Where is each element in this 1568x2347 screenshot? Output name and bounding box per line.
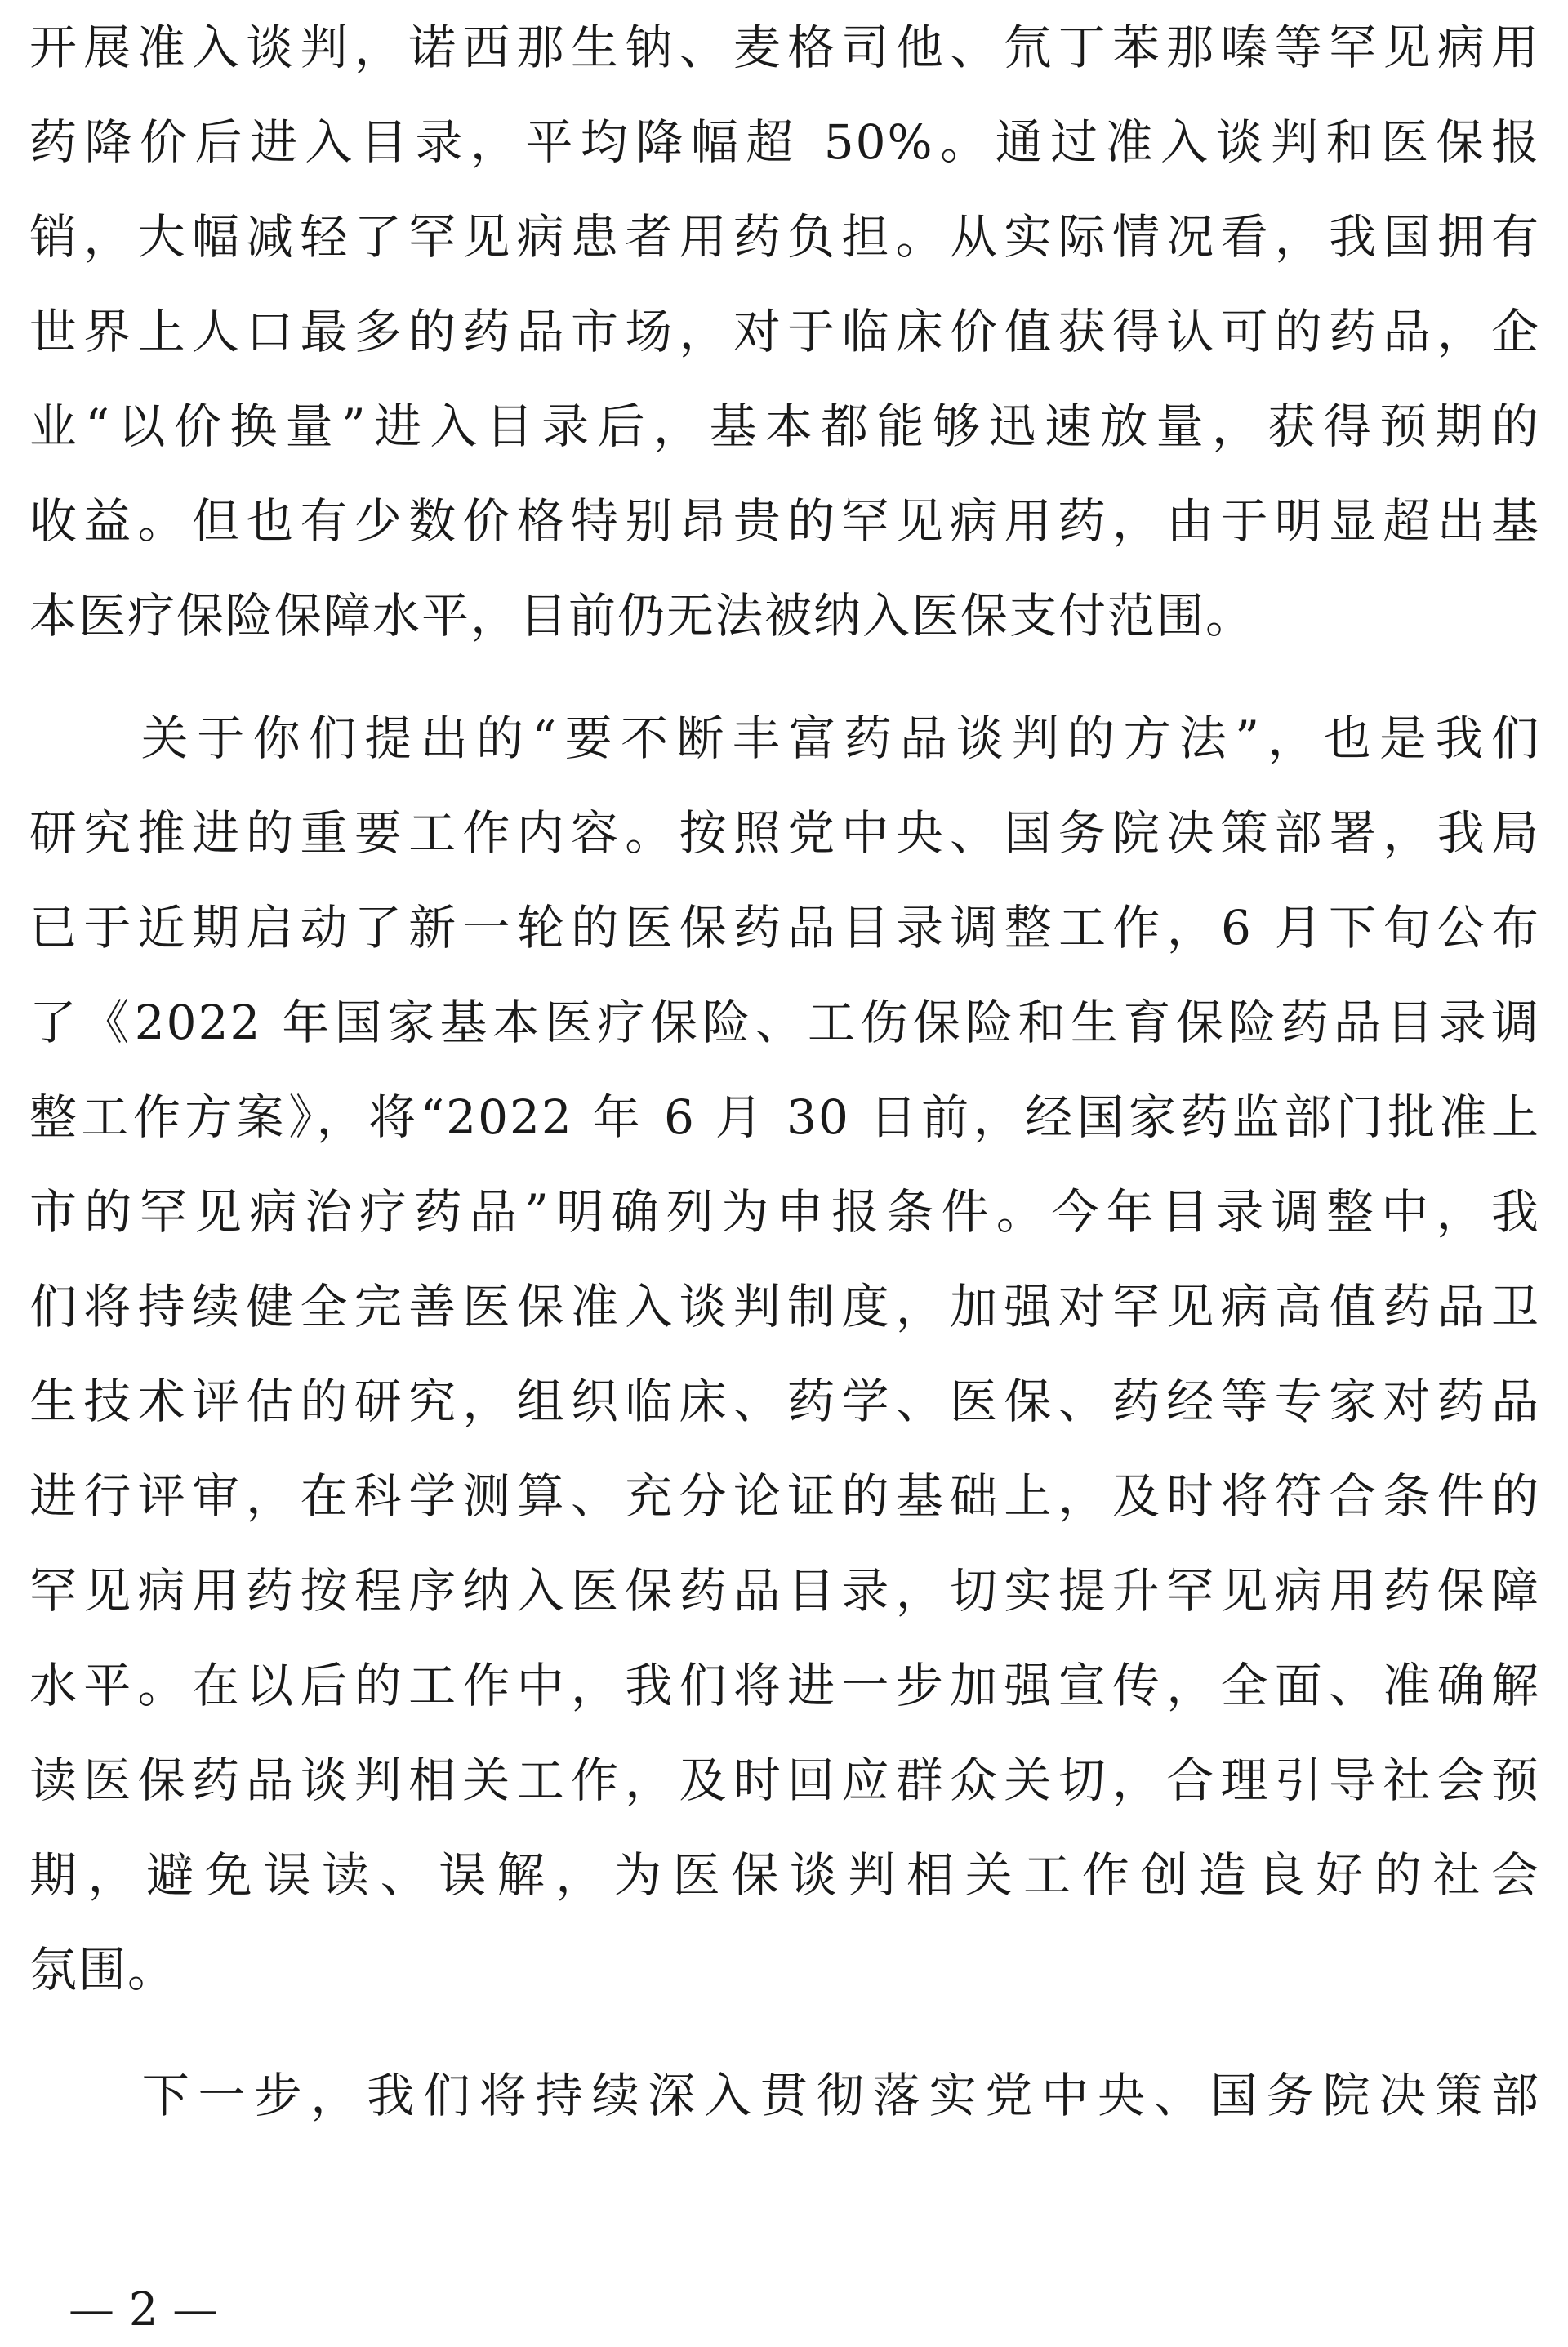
text-line: 销，大幅减轻了罕见病患者用药负担。从实际情况看，我国拥有 xyxy=(29,209,1540,265)
page-number: — 2 — xyxy=(69,2283,219,2336)
text-line: 市的罕见病治疗药品”明确列为申报条件。今年目录调整中，我 xyxy=(29,1184,1540,1240)
text-line: 开展准入谈判，诺西那生钠、麦格司他、氘丁苯那嗪等罕见病用 xyxy=(29,20,1540,75)
text-line: 读医保药品谈判相关工作，及时回应群众关切，合理引导社会预 xyxy=(29,1752,1540,1808)
text-line: 罕见病用药按程序纳入医保药品目录，切实提升罕见病用药保障 xyxy=(29,1563,1540,1619)
text-line: 药降价后进入目录，平均降幅超 50%。通过准入谈判和医保报 xyxy=(29,114,1540,170)
text-line: 们将持续健全完善医保准入谈判制度，加强对罕见病高值药品卫 xyxy=(29,1279,1540,1334)
text-line: 研究推进的重要工作内容。按照党中央、国务院决策部署，我局 xyxy=(29,805,1540,861)
text-line: 进行评审，在科学测算、充分论证的基础上，及时将符合条件的 xyxy=(29,1468,1540,1524)
text-line: 关于你们提出的“要不断丰富药品谈判的方法”，也是我们 xyxy=(29,710,1540,766)
document-page xyxy=(29,0,1540,2347)
text-line: 业“以价换量”进入目录后，基本都能够迅速放量，获得预期的 xyxy=(29,399,1540,454)
text-line: 期，避免误读、误解，为医保谈判相关工作创造良好的社会 xyxy=(29,1847,1540,1903)
text-line: 氛围。 xyxy=(29,1942,177,1997)
text-line: 整工作方案》，将“2022 年 6 月 30 日前，经国家药监部门批准上 xyxy=(29,1089,1540,1145)
text-line: 生技术评估的研究，组织临床、药学、医保、药经等专家对药品 xyxy=(29,1374,1540,1429)
text-line: 已于近期启动了新一轮的医保药品目录调整工作，6 月下旬公布 xyxy=(29,900,1540,955)
text-line: 收益。但也有少数价格特别昂贵的罕见病用药，由于明显超出基 xyxy=(29,493,1540,549)
text-line: 了《2022 年国家基本医疗保险、工伤保险和生育保险药品目录调 xyxy=(29,995,1540,1050)
text-line: 本医疗保险保障水平，目前仍无法被纳入医保支付范围。 xyxy=(29,588,1255,644)
text-line: 水平。在以后的工作中，我们将进一步加强宣传，全面、准确解 xyxy=(29,1658,1540,1713)
text-line: 世界上人口最多的药品市场，对于临床价值获得认可的药品，企 xyxy=(29,304,1540,359)
text-line: 下一步，我们将持续深入贯彻落实党中央、国务院决策部 xyxy=(29,2068,1540,2123)
